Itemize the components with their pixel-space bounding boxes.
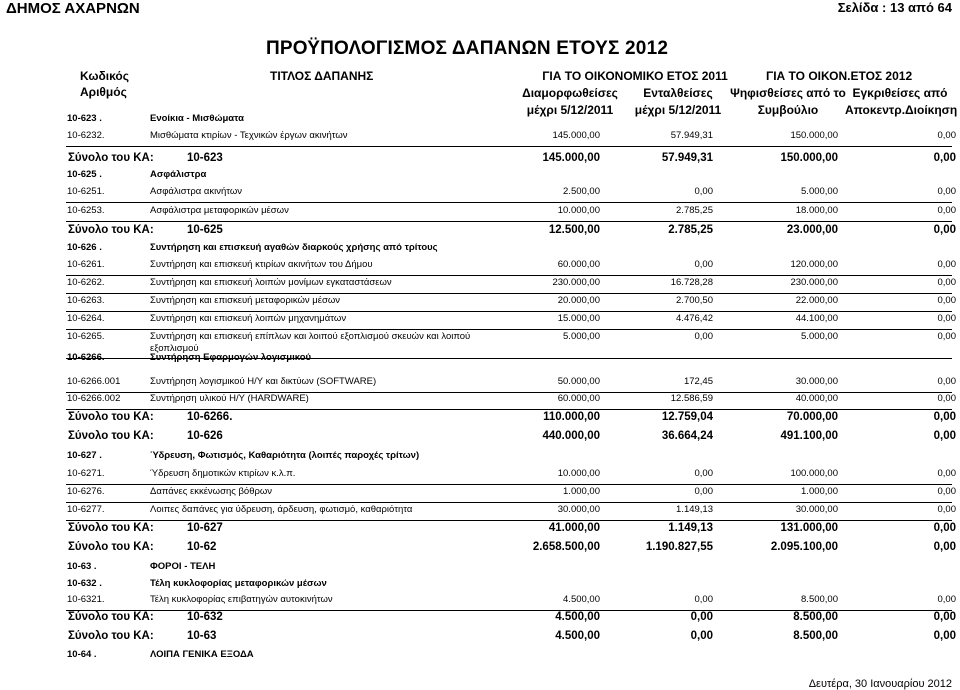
ordered-amount: 0,00 (690, 611, 713, 623)
ordered-amount: 0,00 (690, 630, 713, 642)
footer-date: Δευτέρα, 30 Ιανουαρίου 2012 (808, 678, 952, 690)
approved-amount: 0,00 (937, 468, 956, 479)
row-code: 10-623 . (67, 113, 102, 124)
voted-amount: 131.000,00 (780, 522, 838, 534)
ordered-amount: 0,00 (694, 486, 713, 497)
row-divider (66, 293, 952, 294)
formed-amount: 60.000,00 (557, 259, 600, 270)
row-code: Σύνολο του ΚΑ: (68, 430, 154, 442)
row-code: 10-6263. (67, 295, 105, 306)
ordered-amount: 2.785,25 (676, 205, 713, 216)
row-description: Συντήρηση και επισκευή μεταφορικών μέσων (150, 295, 341, 306)
row-description: ΦΟΡΟΙ - ΤΕΛΗ (150, 561, 216, 572)
voted-amount: 2.095.100,00 (770, 541, 838, 553)
row-divider (66, 146, 952, 147)
row-code: Σύνολο του ΚΑ: (68, 224, 154, 236)
ordered-amount: 36.664,24 (661, 430, 713, 442)
approved-amount: 0,00 (937, 277, 956, 288)
ordered-amount: 0,00 (694, 259, 713, 270)
formed-amount: 60.000,00 (557, 393, 600, 404)
row-description: 10-625 (187, 224, 223, 236)
approved-amount: 0,00 (937, 486, 956, 497)
row-code: 10-6277. (67, 504, 105, 515)
row-divider (66, 311, 952, 312)
column-code-header: Κωδικός Αριθμός (80, 69, 130, 99)
voted-amount: 23.000,00 (786, 224, 838, 236)
voted-amount: 40.000,00 (795, 393, 838, 404)
voted-amount: 8.500,00 (801, 594, 838, 605)
row-description: Συντήρηση υλικού Η/Υ (HARDWARE) (150, 393, 309, 404)
ordered-amount: 172,45 (683, 376, 713, 387)
row-description: Τέλη κυκλοφορίας μεταφορικών μέσων (150, 578, 327, 589)
formed-amount: 440.000,00 (542, 430, 600, 442)
column-header-voted: Ψηφισθείσες από το Συμβούλιο (730, 86, 846, 117)
voted-amount: 5.000,00 (801, 331, 838, 342)
approved-amount: 0,00 (937, 295, 956, 306)
row-divider (66, 202, 952, 203)
voted-amount: 18.000,00 (795, 205, 838, 216)
voted-amount: 44.100,00 (795, 313, 838, 324)
formed-amount: 2.658.500,00 (532, 541, 600, 553)
voted-amount: 70.000,00 (786, 411, 838, 423)
row-code: Σύνολο του ΚΑ: (68, 522, 154, 534)
row-description: Ύδρευση, Φωτισμός, Καθαριότητα (λοιπές παροχές τρίτων) (150, 450, 420, 461)
row-description: Συντήρηση και επισκευή αγαθών διαρκούς χρήσης από τρίτους (150, 242, 438, 253)
ordered-amount: 57.949,31 (661, 152, 713, 164)
ordered-amount: 0,00 (694, 186, 713, 197)
row-code: 10-6266.001 (67, 376, 121, 387)
row-code: 10-6266. (67, 352, 105, 363)
row-code: 10-63 . (67, 561, 97, 572)
approved-amount: 0,00 (933, 630, 956, 642)
row-description: Συντήρηση και επισκευή επίπλων και λοιπού εξοπλισμού σκευών και λοιπού (150, 331, 471, 342)
row-description: 10-627 (187, 522, 223, 534)
ordered-amount: 2.785,25 (668, 224, 713, 236)
ordered-amount: 1.190.827,55 (645, 541, 713, 553)
formed-amount: 5.000,00 (563, 331, 600, 342)
approved-amount: 0,00 (937, 393, 956, 404)
ordered-amount: 1.149,13 (676, 504, 713, 515)
approved-amount: 0,00 (937, 259, 956, 270)
approved-amount: 0,00 (937, 504, 956, 515)
voted-amount: 22.000,00 (795, 295, 838, 306)
voted-amount: 30.000,00 (795, 504, 838, 515)
ordered-amount: 12.586,59 (670, 393, 713, 404)
row-description: 10-6266. (187, 411, 233, 423)
approved-amount: 0,00 (937, 130, 956, 141)
voted-amount: 120.000,00 (790, 259, 838, 270)
row-code: Σύνολο του ΚΑ: (68, 541, 154, 553)
row-divider (66, 484, 952, 485)
row-divider (66, 520, 952, 521)
row-description: Ασφάλιστρα (150, 169, 207, 180)
approved-amount: 0,00 (937, 205, 956, 216)
ordered-amount: 2.700,50 (676, 295, 713, 306)
approved-amount: 0,00 (937, 376, 956, 387)
page-title: ΠΡΟΫΠΟΛΟΓΙΣΜΟΣ ΔΑΠΑΝΩΝ ΕΤΟΥΣ 2012 (266, 38, 669, 59)
row-code: Σύνολο του ΚΑ: (68, 411, 154, 423)
ordered-amount: 0,00 (694, 594, 713, 605)
approved-amount: 0,00 (933, 152, 956, 164)
row-code: 10-6253. (67, 205, 105, 216)
row-code: 10-6232. (67, 130, 105, 141)
row-description: Ύδρευση δημοτικών κτιρίων κ.λ.π. (150, 468, 296, 479)
voted-amount: 8.500,00 (793, 630, 838, 642)
row-code: 10-64 . (67, 649, 97, 660)
page-number: Σελίδα : 13 από 64 (837, 0, 952, 15)
row-code: 10-6265. (67, 331, 105, 342)
ordered-amount: 0,00 (694, 468, 713, 479)
row-code: 10-6251. (67, 186, 105, 197)
row-code: 10-626 . (67, 242, 102, 253)
row-divider (66, 275, 952, 276)
row-code: Σύνολο του ΚΑ: (68, 611, 154, 623)
row-code: Σύνολο του ΚΑ: (68, 630, 154, 642)
formed-amount: 15.000,00 (557, 313, 600, 324)
row-description-continued: εξοπλισμού (150, 343, 199, 354)
row-description: 10-62 (187, 541, 217, 553)
ordered-amount: 16.728,28 (670, 277, 713, 288)
row-description: Ενοίκια - Μισθώματα (150, 113, 244, 124)
formed-amount: 1.000,00 (563, 486, 600, 497)
row-divider (66, 409, 952, 410)
voted-amount: 100.000,00 (790, 468, 838, 479)
row-description: 10-626 (187, 430, 223, 442)
row-description: 10-63 (187, 630, 217, 642)
formed-amount: 30.000,00 (557, 504, 600, 515)
voted-amount: 230.000,00 (790, 277, 838, 288)
voted-amount: 30.000,00 (795, 376, 838, 387)
ordered-amount: 12.759,04 (661, 411, 713, 423)
approved-amount: 0,00 (933, 430, 956, 442)
municipality-name: ΔΗΜΟΣ ΑΧΑΡΝΩΝ (6, 0, 140, 17)
row-code: 10-627 . (67, 450, 102, 461)
approved-amount: 0,00 (933, 224, 956, 236)
formed-amount: 4.500,00 (555, 611, 600, 623)
formed-amount: 145.000,00 (552, 130, 600, 141)
formed-amount: 10.000,00 (557, 205, 600, 216)
formed-amount: 110.000,00 (543, 411, 600, 423)
formed-amount: 50.000,00 (557, 376, 600, 387)
row-description: Μισθώματα κτιρίων - Τεχνικών έργων ακινήτων (150, 130, 348, 141)
row-code: 10-6262. (67, 277, 105, 288)
formed-amount: 230.000,00 (552, 277, 600, 288)
column-header-formed: Διαμορφωθείσες μέχρι 5/12/2011 (522, 86, 618, 117)
formed-amount: 4.500,00 (563, 594, 600, 605)
voted-amount: 150.000,00 (780, 152, 838, 164)
row-description: ΛΟΙΠΑ ΓΕΝΙΚΑ ΕΞΟΔΑ (150, 649, 254, 660)
row-description: Λοιπες δαπάνες για ύδρευση, άρδευση, φωτισμό, καθαριότητα (150, 504, 413, 515)
column-header-ordered: Ενταλθείσες μέχρι 5/12/2011 (634, 86, 722, 117)
row-description: Συντήρηση λογισμικού Η/Υ και δικτύων (SOFTWARE) (150, 376, 377, 387)
formed-amount: 20.000,00 (557, 295, 600, 306)
approved-amount: 0,00 (933, 411, 956, 423)
voted-amount: 1.000,00 (801, 486, 838, 497)
column-group-2011: ΓΙΑ ΤΟ ΟΙΚΟΝΟΜΙΚΟ ΕΤΟΣ 2011 (542, 69, 728, 83)
row-code: 10-6266.002 (67, 393, 121, 404)
row-description: Τέλη κυκλοφορίας επιβατηγών αυτοκινήτων (150, 594, 333, 605)
formed-amount: 4.500,00 (555, 630, 600, 642)
voted-amount: 150.000,00 (790, 130, 838, 141)
approved-amount: 0,00 (933, 611, 956, 623)
row-description: Συντήρηση Εφαρμογών λογισμικού (150, 352, 312, 363)
row-code: 10-632 . (67, 578, 102, 589)
column-group-2012: ΓΙΑ ΤΟ ΟΙΚΟΝ.ΕΤΟΣ 2012 (766, 69, 913, 83)
approved-amount: 0,00 (937, 313, 956, 324)
ordered-amount: 1.149,13 (668, 522, 713, 534)
row-code: 10-6276. (67, 486, 105, 497)
row-description: Ασφάλιστρα ακινήτων (150, 186, 243, 197)
row-code: 10-6261. (67, 259, 105, 270)
row-code: 10-6321. (67, 594, 105, 605)
approved-amount: 0,00 (937, 331, 956, 342)
formed-amount: 10.000,00 (557, 468, 600, 479)
row-code: 10-6271. (67, 468, 105, 479)
row-description: Συντήρηση και επισκευή λοιπών μηχανημάτων (150, 313, 347, 324)
row-divider (66, 502, 952, 503)
ordered-amount: 4.476,42 (676, 313, 713, 324)
row-divider (66, 221, 952, 222)
formed-amount: 41.000,00 (548, 522, 600, 534)
row-divider (66, 329, 952, 330)
row-description: Συντήρηση και επισκευή λοιπών μονίμων εγκαταστάσεων (150, 277, 392, 288)
column-title-header: ΤΙΤΛΟΣ ΔΑΠΑΝΗΣ (270, 69, 374, 83)
approved-amount: 0,00 (937, 186, 956, 197)
row-description: Συντήρηση και επισκευή κτιρίων ακινήτων του Δήμου (150, 259, 373, 270)
formed-amount: 145.000,00 (542, 152, 600, 164)
row-description: 10-623 (187, 152, 223, 164)
formed-amount: 2.500,00 (563, 186, 600, 197)
row-code: 10-6264. (67, 313, 105, 324)
voted-amount: 5.000,00 (801, 186, 838, 197)
row-description: Δαπάνες εκκένωσης βόθρων (150, 486, 273, 497)
column-header-approved: Εγκριθείσες από Αποκεντρ.Διοίκηση (845, 86, 958, 117)
voted-amount: 8.500,00 (793, 611, 838, 623)
approved-amount: 0,00 (933, 522, 956, 534)
voted-amount: 491.100,00 (780, 430, 838, 442)
row-description: 10-632 (187, 611, 223, 623)
formed-amount: 12.500,00 (548, 224, 600, 236)
row-description: Ασφάλιστρα μεταφορικών μέσων (150, 205, 289, 216)
row-code: 10-625 . (67, 169, 102, 180)
ordered-amount: 57.949,31 (670, 130, 713, 141)
approved-amount: 0,00 (933, 541, 956, 553)
ordered-amount: 0,00 (694, 331, 713, 342)
row-code: Σύνολο του ΚΑ: (68, 152, 154, 164)
approved-amount: 0,00 (937, 594, 956, 605)
